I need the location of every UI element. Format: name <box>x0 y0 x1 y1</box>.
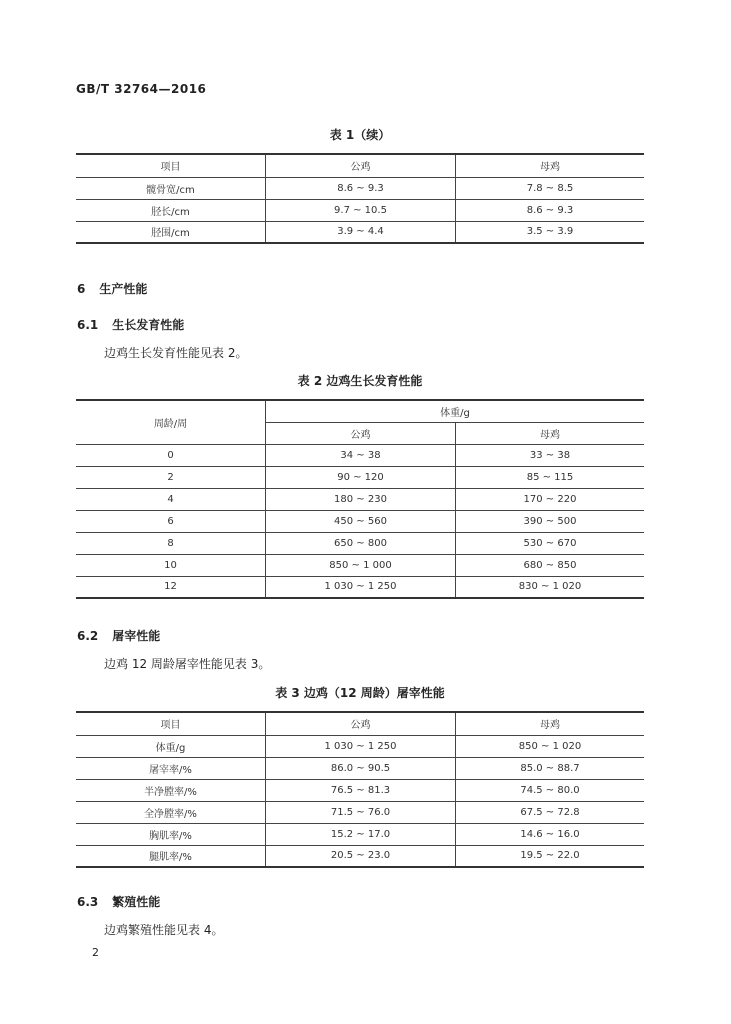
section-6-heading <box>77 280 147 297</box>
table-row <box>76 757 644 779</box>
table-cell: 半净膛率/% <box>76 779 266 801</box>
page-number: 2 <box>92 946 99 959</box>
table-cell: 67.5 ~ 72.8 <box>456 801 645 823</box>
section-6-3-heading <box>77 893 160 910</box>
table3 <box>76 711 644 868</box>
table-row <box>76 532 644 554</box>
table-row <box>76 466 644 488</box>
section-number: 6.1 <box>77 318 99 332</box>
section-number: 6.2 <box>77 629 99 643</box>
table-cell: 680 ~ 850 <box>456 554 645 576</box>
table-cell: 1 030 ~ 1 250 <box>266 735 456 757</box>
table-row <box>76 221 644 243</box>
table-cell: 86.0 ~ 90.5 <box>266 757 456 779</box>
section-title: 生产性能 <box>99 282 148 296</box>
table-cell: 830 ~ 1 020 <box>456 576 645 598</box>
table-cell: 4 <box>76 488 266 510</box>
table-cell: 1 030 ~ 1 250 <box>266 576 456 598</box>
section-6-2-heading <box>77 627 160 644</box>
section-title: 繁殖性能 <box>112 895 161 909</box>
table-header-cell: 公鸡 <box>266 154 456 177</box>
table-cell: 530 ~ 670 <box>456 532 645 554</box>
table-cell: 胸肌率/% <box>76 823 266 845</box>
table-header-cell: 母鸡 <box>456 422 645 444</box>
table-cell: 14.6 ~ 16.0 <box>456 823 645 845</box>
table-row <box>76 177 644 199</box>
table-cell: 19.5 ~ 22.0 <box>456 845 645 867</box>
table-cell: 71.5 ~ 76.0 <box>266 801 456 823</box>
table-cell: 屠宰率/% <box>76 757 266 779</box>
table-cell: 8 <box>76 532 266 554</box>
table2 <box>76 399 644 599</box>
table-header-cell: 公鸡 <box>266 712 456 735</box>
table1-caption: 表 1（续） <box>329 128 391 142</box>
table-header-cell: 公鸡 <box>266 422 456 444</box>
standard-number: GB/T 32764—2016 <box>76 82 207 96</box>
table-cell: 450 ~ 560 <box>266 510 456 532</box>
table-header-cell: 体重/g <box>266 400 645 422</box>
table-cell: 全净膛率/% <box>76 801 266 823</box>
section-number: 6 <box>77 282 86 296</box>
table-cell: 33 ~ 38 <box>456 444 645 466</box>
table-cell: 0 <box>76 444 266 466</box>
section-title: 屠宰性能 <box>112 629 161 643</box>
table-row <box>76 779 644 801</box>
table-cell: 3.9 ~ 4.4 <box>266 221 456 243</box>
table-header-cell: 周龄/周 <box>76 400 266 444</box>
section-number: 6.3 <box>77 895 99 909</box>
table-cell: 74.5 ~ 80.0 <box>456 779 645 801</box>
table2-caption: 表 2 边鸡生长发育性能 <box>297 374 423 388</box>
table-row <box>76 488 644 510</box>
table-cell: 10 <box>76 554 266 576</box>
table-row <box>76 576 644 598</box>
table-cell: 15.2 ~ 17.0 <box>266 823 456 845</box>
table-header-row <box>76 400 644 422</box>
table-cell: 390 ~ 500 <box>456 510 645 532</box>
section-title: 生长发育性能 <box>112 318 185 332</box>
table-header-cell: 项目 <box>76 712 266 735</box>
table-cell: 170 ~ 220 <box>456 488 645 510</box>
table-header-row <box>76 154 644 177</box>
table-row <box>76 845 644 867</box>
table-cell: 650 ~ 800 <box>266 532 456 554</box>
table-cell: 20.5 ~ 23.0 <box>266 845 456 867</box>
table-cell: 2 <box>76 466 266 488</box>
table-cell: 胫长/cm <box>76 199 266 221</box>
table-row <box>76 554 644 576</box>
table3-caption: 表 3 边鸡（12 周龄）屠宰性能 <box>275 686 445 700</box>
table-cell: 34 ~ 38 <box>266 444 456 466</box>
table-cell: 85.0 ~ 88.7 <box>456 757 645 779</box>
table-row <box>76 510 644 532</box>
table-header-cell: 母鸡 <box>456 712 645 735</box>
table-header-cell: 项目 <box>76 154 266 177</box>
table-header-row <box>76 712 644 735</box>
table-cell: 850 ~ 1 000 <box>266 554 456 576</box>
table-cell: 76.5 ~ 81.3 <box>266 779 456 801</box>
table-header-cell: 母鸡 <box>456 154 645 177</box>
table-cell: 85 ~ 115 <box>456 466 645 488</box>
table-cell: 12 <box>76 576 266 598</box>
table-cell: 体重/g <box>76 735 266 757</box>
table-row <box>76 444 644 466</box>
table-cell: 腿肌率/% <box>76 845 266 867</box>
table-row <box>76 801 644 823</box>
table-cell: 8.6 ~ 9.3 <box>456 199 645 221</box>
table-cell: 9.7 ~ 10.5 <box>266 199 456 221</box>
section-6-1-heading <box>77 316 184 333</box>
table-cell: 90 ~ 120 <box>266 466 456 488</box>
table-cell: 180 ~ 230 <box>266 488 456 510</box>
section-6-3-text: 边鸡繁殖性能见表 4。 <box>104 923 224 937</box>
section-6-2-text: 边鸡 12 周龄屠宰性能见表 3。 <box>104 657 271 671</box>
table-cell: 髋骨宽/cm <box>76 177 266 199</box>
section-6-1-text: 边鸡生长发育性能见表 2。 <box>104 346 248 360</box>
table-cell: 胫围/cm <box>76 221 266 243</box>
table-row <box>76 823 644 845</box>
table-row <box>76 735 644 757</box>
table-cell: 7.8 ~ 8.5 <box>456 177 645 199</box>
table1 <box>76 153 644 244</box>
table-cell: 3.5 ~ 3.9 <box>456 221 645 243</box>
table-cell: 8.6 ~ 9.3 <box>266 177 456 199</box>
table-cell: 6 <box>76 510 266 532</box>
table-cell: 850 ~ 1 020 <box>456 735 645 757</box>
table-row <box>76 199 644 221</box>
